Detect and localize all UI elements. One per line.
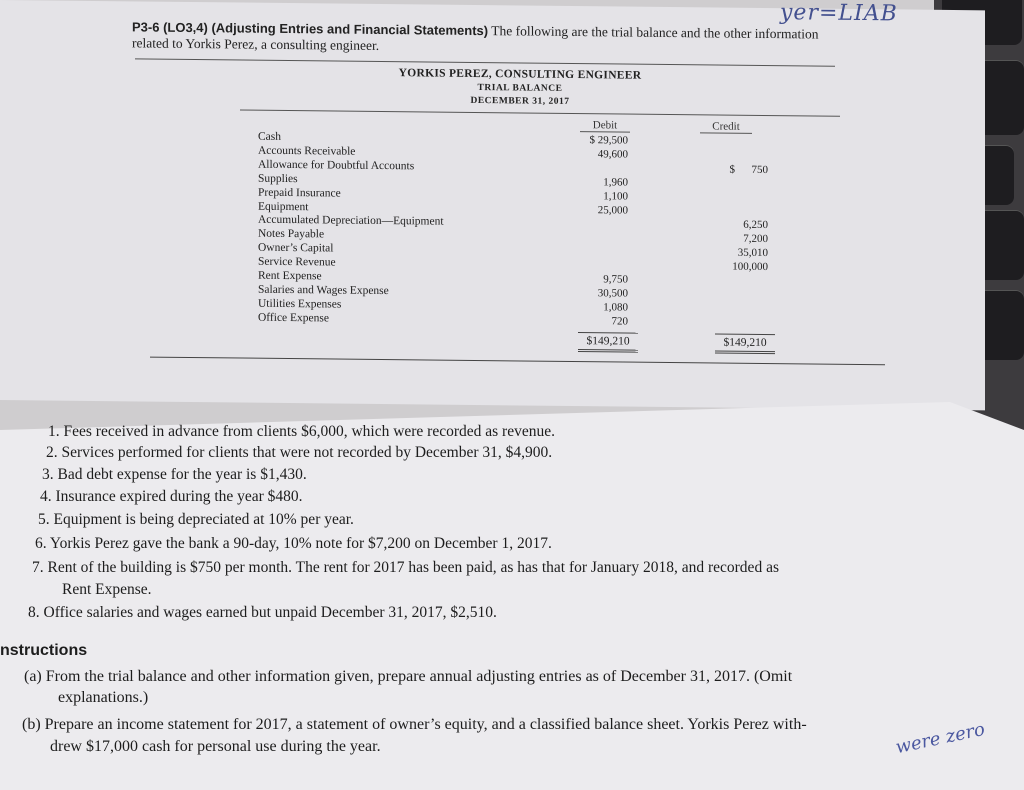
info-item-continued: Rent Expense. <box>62 581 152 598</box>
credit-value: 35,010 <box>737 246 768 260</box>
info-item: 5. Equipment is being depreciated at 10% per year. <box>38 511 354 528</box>
instruction-a: (a) From the trial balance and other information given, prepare annual adjusting entries as of December 31, 2017. (Omit <box>24 668 793 685</box>
account-name: Notes Payable <box>258 228 325 241</box>
credit-value: 6,250 <box>743 219 768 232</box>
instruction-b: (b) Prepare an income statement for 2017, a statement of owner’s equity, and a classified balance sheet. Yorkis Perez with- <box>22 716 807 733</box>
debit-value: 1,080 <box>603 301 628 314</box>
debit-value: 1,100 <box>603 189 628 203</box>
account-name: Allowance for Doubtful Accounts <box>258 158 415 173</box>
account-name: Prepaid Insurance <box>258 186 341 200</box>
problem-text-2: related to Yorkis Perez, a consulting engineer. <box>132 35 380 53</box>
problem-text: The following are the trial balance and the other information <box>491 23 819 42</box>
divider <box>240 110 840 117</box>
info-item: 2. Services performed for clients that were not recorded by December 31, $4,900. <box>46 444 553 461</box>
credit-column <box>708 135 768 275</box>
account-name: Rent Expense <box>258 269 322 283</box>
debit-value: 1,960 <box>603 176 628 189</box>
debit-value: 30,500 <box>597 287 628 300</box>
instruction-b-continued: drew $17,000 cash for personal use during the year. <box>50 738 381 755</box>
account-name: Service Revenue <box>258 255 336 269</box>
credit-value: 7,200 <box>743 233 768 246</box>
info-item: 4. Insurance expired during the year $480. <box>40 488 303 505</box>
credit-value: $ 750 <box>729 163 768 176</box>
company-name: YORKIS PEREZ, CONSULTING ENGINEER <box>398 67 642 82</box>
debit-value: 25,000 <box>597 203 628 217</box>
credit-header: Credit <box>700 120 752 134</box>
debit-value <box>568 162 628 177</box>
instructions-heading: nstructions <box>0 642 88 659</box>
account-name: Accounts Receivable <box>258 144 356 158</box>
instruction-a-continued: explanations.) <box>58 689 149 706</box>
debit-value: $ 29,500 <box>589 134 628 147</box>
total-debit: $149,210 <box>578 332 638 353</box>
textbook-page <box>0 0 985 410</box>
account-name: Owner’s Capital <box>258 241 334 255</box>
info-item: 7. Rent of the building is $750 per month. The rent for 2017 has been paid, as has that for January 2018, and recorded as <box>32 559 779 576</box>
info-item: 6. Yorkis Perez gave the bank a 90-day, 10% note for $7,200 on December 1, 2017. <box>35 535 552 552</box>
divider <box>135 58 835 66</box>
statement-header <box>360 67 680 111</box>
account-name: Accumulated Depreciation—Equipment <box>258 214 444 229</box>
debit-column <box>568 134 628 329</box>
info-item: 3. Bad debt expense for the year is $1,430. <box>42 466 307 483</box>
info-item: 8. Office salaries and wages earned but unpaid December 31, 2017, $2,510. <box>28 604 497 621</box>
account-names <box>258 131 444 328</box>
debit-value: 720 <box>611 315 628 328</box>
statement-date: DECEMBER 31, 2017 <box>470 95 570 107</box>
problem-code: P3-6 (LO3,4) (Adjusting Entries and Financial Statements) <box>132 19 489 39</box>
account-name: Utilities Expenses <box>258 297 342 311</box>
debit-value: 49,600 <box>597 148 628 161</box>
handwritten-note-bottom: were zero <box>893 718 987 759</box>
account-name: Salaries and Wages Expense <box>258 283 389 298</box>
problem-statement <box>132 19 912 59</box>
credit-value: 100,000 <box>732 260 768 274</box>
debit-value: 9,750 <box>603 273 628 286</box>
debit-header: Debit <box>580 119 630 133</box>
account-name: Office Expense <box>258 311 329 325</box>
divider <box>150 357 885 366</box>
statement-title: TRIAL BALANCE <box>477 82 563 94</box>
account-name: Cash <box>258 130 281 143</box>
info-item: 1. Fees received in advance from clients $6,000, which were recorded as revenue. <box>48 423 555 440</box>
account-name: Supplies <box>258 172 298 185</box>
account-name: Equipment <box>258 200 309 213</box>
handwritten-note-top: yer=LIAB <box>780 0 898 27</box>
total-credit: $149,210 <box>715 333 775 354</box>
